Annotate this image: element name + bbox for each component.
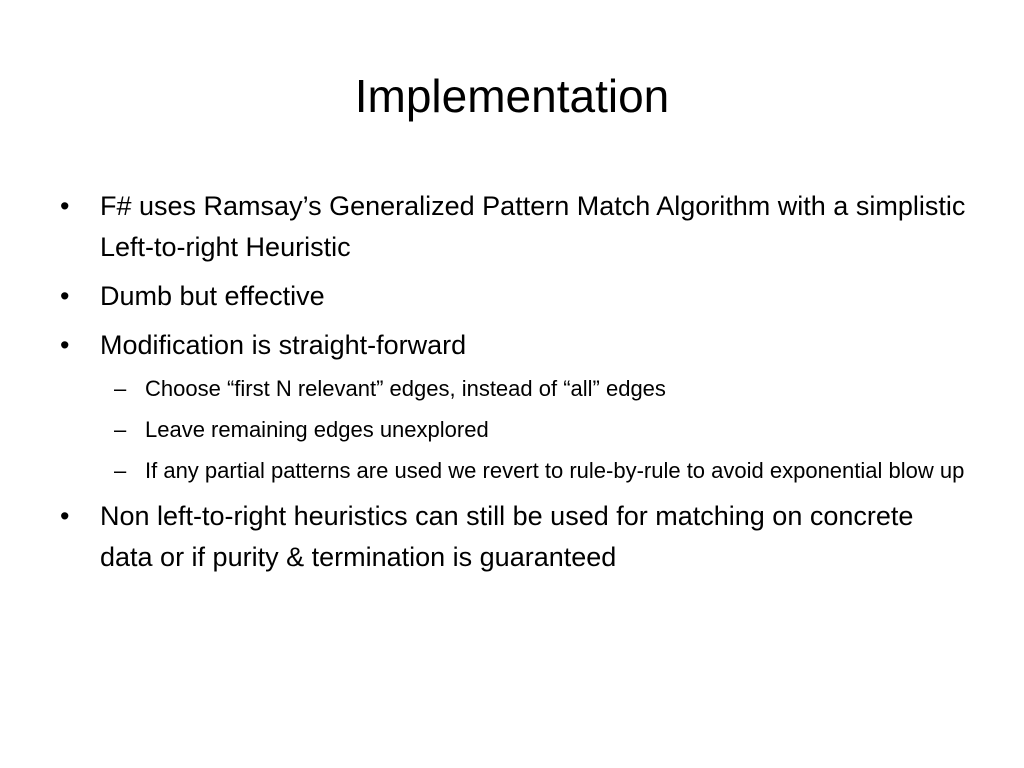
bullet-text: Dumb but effective <box>100 281 325 311</box>
bullet-item <box>58 186 968 268</box>
bullet-icon: • <box>60 501 70 531</box>
bullet-text: F# uses Ramsay’s Generalized Pattern Match Algorithm with a simplistic Left-to-right Heuristic <box>100 191 966 262</box>
sub-bullet-item <box>58 413 968 447</box>
slide-body <box>58 186 968 586</box>
sub-bullet-item <box>58 372 968 406</box>
bullet-text: Non left-to-right heuristics can still be used for matching on concrete data or if purity & termination is guaranteed <box>100 501 914 572</box>
sub-bullet-text: Leave remaining edges unexplored <box>145 417 489 442</box>
bullet-item <box>58 496 968 578</box>
dash-icon: – <box>114 458 127 483</box>
dash-icon: – <box>114 376 127 401</box>
sub-bullet-text: If any partial patterns are used we revert to rule-by-rule to avoid exponential blow up <box>145 458 965 483</box>
bullet-icon: • <box>60 191 70 221</box>
sub-bullet-list <box>58 372 968 488</box>
sub-bullet-item <box>58 454 968 488</box>
dash-icon: – <box>114 417 127 442</box>
sub-bullet-text: Choose “first N relevant” edges, instead of “all” edges <box>145 376 666 401</box>
bullet-icon: • <box>60 281 70 311</box>
slide-title: Implementation <box>354 70 670 122</box>
bullet-item <box>58 276 968 317</box>
bullet-item <box>58 325 968 366</box>
bullet-text: Modification is straight-forward <box>100 330 467 360</box>
bullet-icon: • <box>60 330 70 360</box>
